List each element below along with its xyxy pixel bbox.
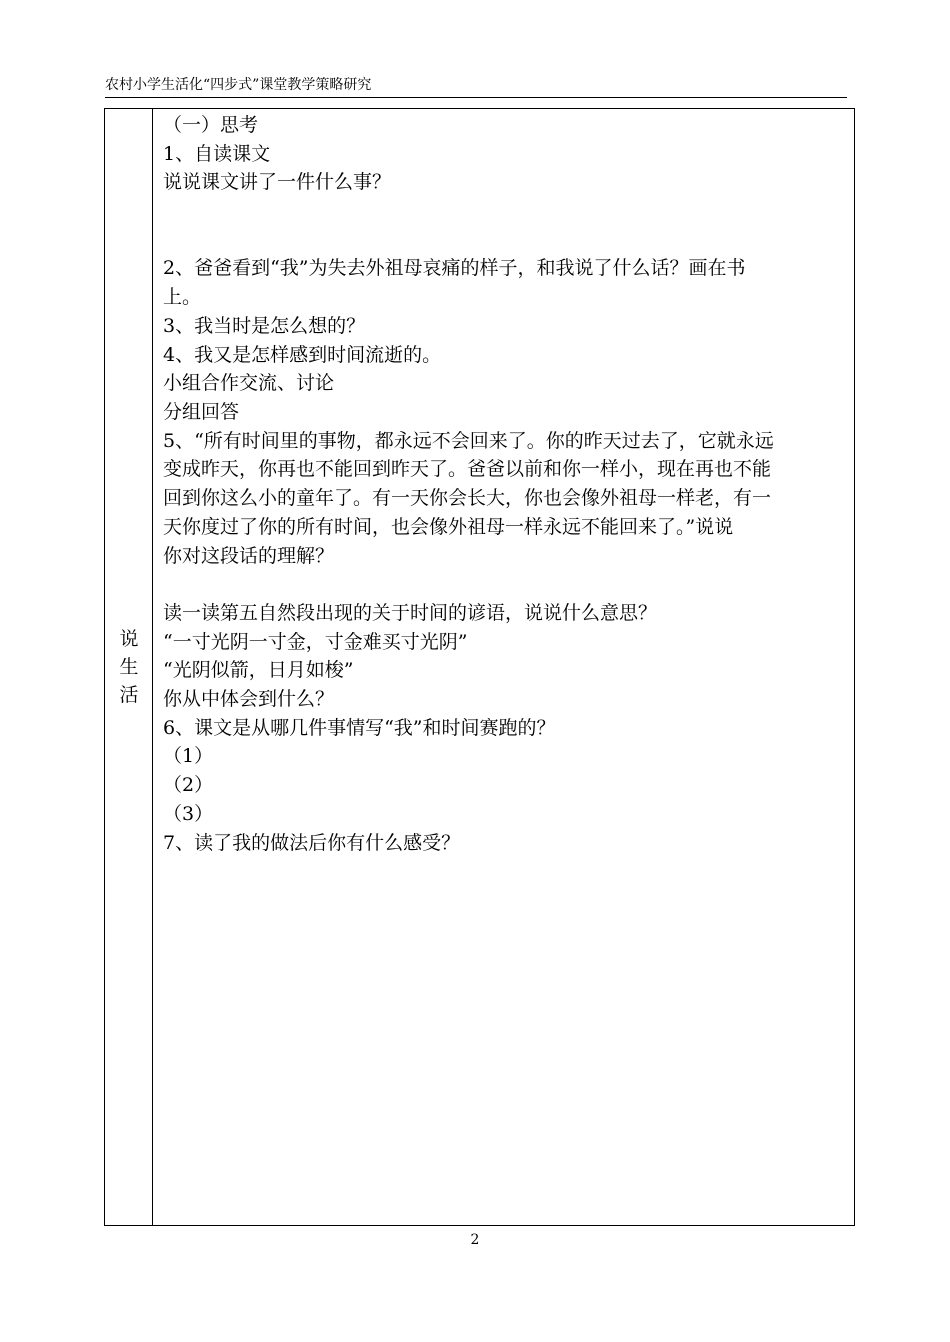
side-label-cell (105, 109, 153, 1225)
side-label-char: 说 (119, 628, 139, 650)
content-line: （一）思考 (163, 114, 259, 136)
content-line: 变成昨天，你再也不能回到昨天了。爸爸以前和你一样小，现在再也不能 (163, 458, 772, 481)
content-line: 6、课文是从哪几件事情写“我”和时间赛跑的？ (163, 716, 556, 739)
content-line: （1） (163, 745, 214, 768)
page-number: 2 (470, 1232, 480, 1248)
blank-line (163, 570, 849, 599)
content-cell (163, 111, 849, 857)
content-line: 读一读第五自然段出现的关于时间的谚语，说说什么意思？ (163, 601, 658, 624)
content-line: 说说课文讲了一件什么事？ (163, 171, 392, 194)
side-label-char: 活 (119, 684, 139, 706)
content-line: 5、“所有时间里的事物，都永远不会回来了。你的昨天过去了，它就永远 (163, 429, 774, 452)
content-line: （2） (163, 774, 214, 797)
content-line: （3） (163, 802, 214, 825)
content-line: 4、我又是怎样感到时间流逝的。 (163, 343, 442, 366)
side-label-char: 生 (119, 656, 139, 678)
blank-line (163, 197, 849, 226)
content-line: 1、自读课文 (163, 142, 271, 165)
lesson-table (104, 108, 855, 1226)
content-line: “光阴似箭，日月如梭” (163, 659, 354, 682)
content-line: 7、读了我的做法后你有什么感受？ (163, 831, 461, 854)
content-line: 回到你这么小的童年了。有一天你会长大，你也会像外祖母一样老，有一 (163, 487, 772, 510)
content-line: 上。 (163, 286, 202, 309)
content-line: 分组回答 (163, 401, 240, 423)
content-line: 小组合作交流、讨论 (163, 372, 335, 395)
blank-line (163, 226, 849, 255)
content-line: 天你度过了你的所有时间，也会像外祖母一样永远不能回来了。”说说 (163, 515, 734, 538)
content-line: 你对这段话的理解？ (163, 544, 335, 567)
header-rule (105, 97, 847, 98)
content-line: “一寸光阴一寸金，寸金难买寸光阴” (163, 630, 468, 653)
content-line: 2、爸爸看到“我”为失去外祖母哀痛的样子，和我说了什么话？画在书 (163, 257, 746, 280)
page-header: 农村小学生活化“四步式”课堂教学策略研究 (105, 77, 372, 93)
side-label (105, 625, 153, 709)
content-line: 你从中体会到什么？ (163, 688, 335, 711)
content-line: 3、我当时是怎么想的？ (163, 314, 366, 337)
